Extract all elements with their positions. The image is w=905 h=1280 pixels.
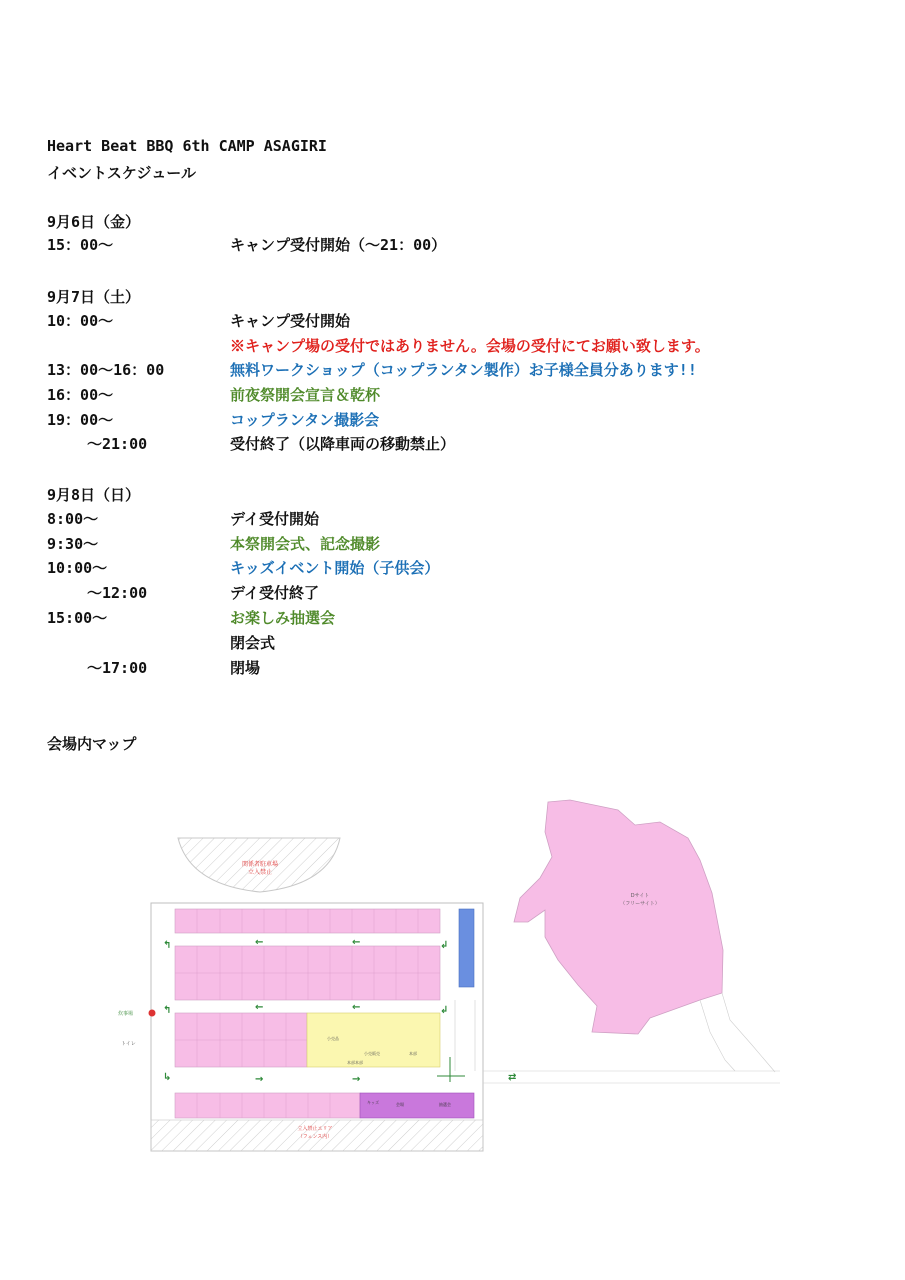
site-row — [175, 1093, 360, 1118]
map-heading: 会場内マップ — [47, 735, 137, 753]
svg-text:↰: ↰ — [163, 1005, 172, 1016]
hq-label: 本部本部 — [347, 1060, 363, 1065]
schedule-time: ～17:00 — [87, 659, 148, 677]
free-site-edge — [700, 1000, 735, 1071]
schedule-event: キッズイベント開始（子供会） — [230, 559, 440, 577]
schedule-event: キャンプ受付開始 — [230, 312, 351, 330]
day-date: 9月6日（金） — [47, 213, 141, 231]
schedule-event: デイ受付終了 — [230, 584, 319, 602]
svg-text:←: ← — [352, 1002, 361, 1013]
schedule-time: 8:00～ — [47, 510, 99, 528]
svg-text:←: ← — [255, 1002, 264, 1013]
schedule-time: 16：00～ — [47, 386, 114, 404]
event-title: Heart Beat BBQ 6th CAMP ASAGIRI — [47, 137, 327, 155]
schedule-event: 無料ワークショップ（コップランタン製作）お子様全員分あります!! — [230, 361, 697, 379]
site-row — [175, 909, 440, 933]
free-site-area — [514, 800, 723, 1034]
hq-label: 本部 — [409, 1051, 417, 1056]
schedule-event: キャンプ受付開始（～21：00） — [230, 236, 447, 254]
svg-text:←: ← — [255, 937, 264, 948]
svg-text:↲: ↲ — [440, 1005, 449, 1016]
restricted-label: 立入禁止エリア — [297, 1126, 333, 1132]
schedule-note: ※キャンプ場の受付ではありません。会場の受付にてお願い致します。 — [230, 337, 710, 355]
schedule-heading: イベントスケジュール — [47, 164, 196, 182]
hq-label: 小売販売 — [364, 1051, 380, 1056]
svg-text:↰: ↰ — [163, 940, 172, 951]
day-date: 9月7日（土） — [47, 288, 141, 306]
day-date: 9月8日（日） — [47, 486, 141, 504]
schedule-time: 13：00～16：00 — [47, 361, 165, 379]
schedule-event: コップランタン撮影会 — [230, 411, 380, 429]
kitchen-label: 炊事場 — [118, 1011, 134, 1017]
schedule-event: 前夜祭開会宣言＆乾杯 — [230, 386, 381, 404]
blue-site — [459, 909, 474, 987]
kids-label: キッズ — [367, 1100, 379, 1105]
schedule-time: ～21:00 — [87, 435, 148, 453]
toilet-label: トイレ — [121, 1041, 136, 1047]
restricted-label-2: （フェンス内） — [297, 1134, 333, 1140]
schedule-event: 閉場 — [230, 659, 261, 677]
free-site-label-2: （フリーサイト） — [620, 901, 660, 907]
hq-label: 小売品 — [327, 1036, 339, 1041]
schedule-time: ～12:00 — [87, 584, 148, 602]
svg-text:⇄: ⇄ — [508, 1072, 517, 1083]
svg-text:←: ← — [352, 937, 361, 948]
schedule-time: 10：00～ — [47, 312, 114, 330]
schedule-event: 受付終了（以降車両の移動禁止） — [230, 435, 456, 453]
schedule-time: 19：00～ — [47, 411, 114, 429]
svg-text:→: → — [352, 1074, 361, 1085]
svg-text:↳: ↳ — [163, 1072, 172, 1083]
kids-area — [360, 1093, 474, 1118]
schedule-event: お楽しみ抽選会 — [230, 609, 336, 627]
schedule-time: 9:30～ — [47, 535, 99, 553]
svg-text:↲: ↲ — [440, 940, 449, 951]
schedule-event: 本祭開会式、記念撮影 — [230, 535, 381, 553]
parking-label-2: 立入禁止 — [247, 869, 273, 876]
parking-label: 関係者駐車場 — [241, 861, 279, 868]
svg-text:→: → — [255, 1074, 264, 1085]
schedule-time: 15:00～ — [47, 609, 108, 627]
schedule-event: デイ受付開始 — [230, 510, 319, 528]
kids-label: 会場 — [396, 1102, 404, 1107]
schedule-event: 閉会式 — [230, 634, 276, 652]
schedule-time: 10:00～ — [47, 559, 108, 577]
kids-label: 抽選会 — [439, 1102, 451, 1107]
free-site-label: Dサイト — [630, 893, 650, 899]
schedule-time: 15：00～ — [47, 236, 114, 254]
free-site-edge — [722, 993, 775, 1072]
entrance-marker — [149, 1010, 156, 1017]
